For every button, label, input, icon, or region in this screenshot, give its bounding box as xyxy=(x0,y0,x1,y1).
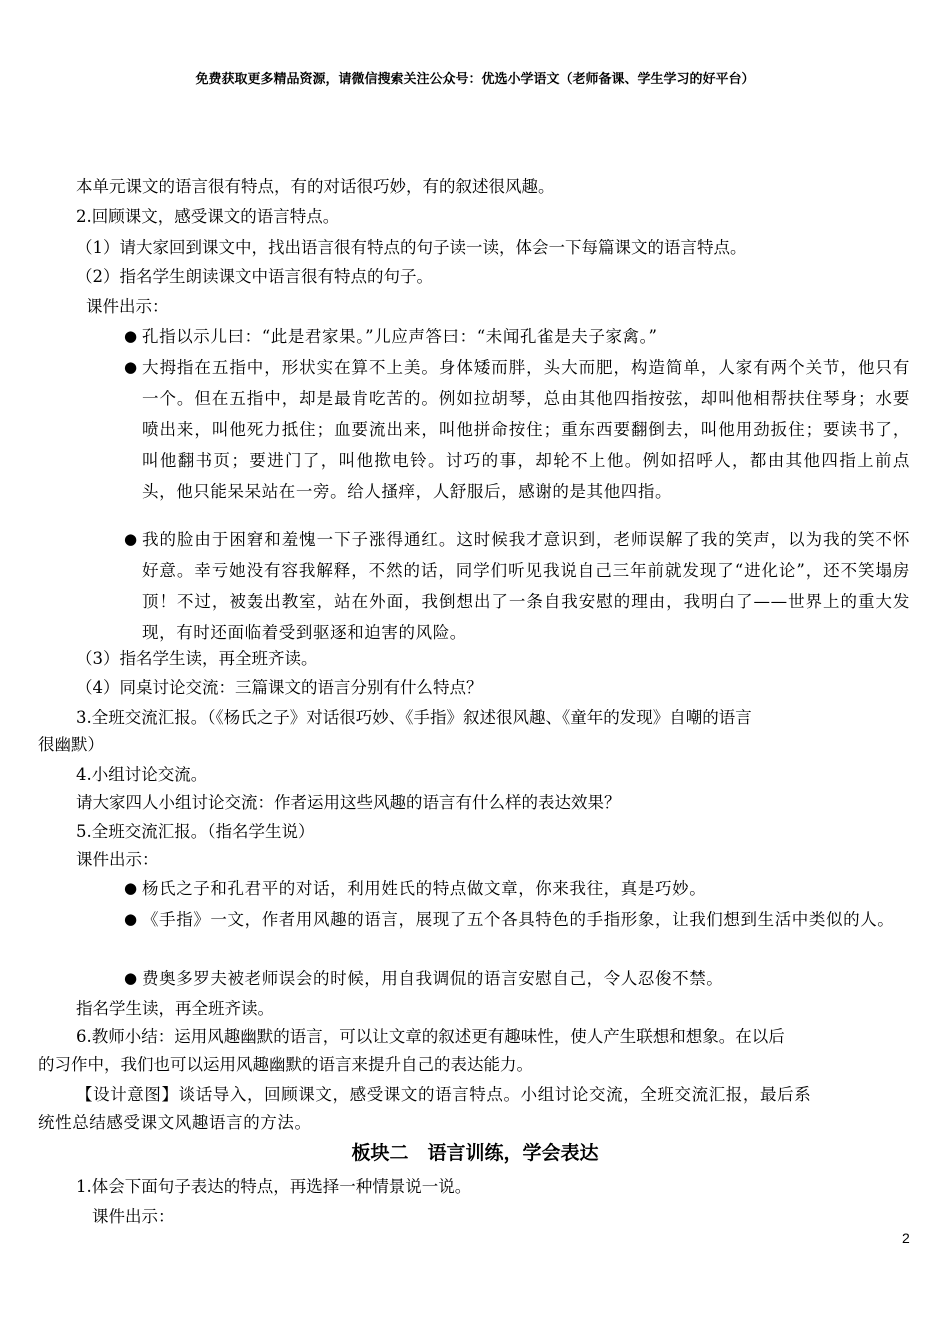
bullet-dot: ● xyxy=(124,327,138,345)
bullet-dot: ● xyxy=(124,530,138,548)
bullet-dot: ● xyxy=(124,910,138,928)
paragraph: 很幽默） xyxy=(38,735,104,754)
bullet-item xyxy=(124,963,910,994)
bullet-text: 费奥多罗夫被老师误会的时候，用自我调侃的语言安慰自己，令人忍俊不禁。 xyxy=(142,969,724,988)
bullet-item xyxy=(124,321,910,352)
bullet-dot: ● xyxy=(124,879,138,897)
paragraph: （2）指名学生朗读课文中语言很有特点的句子。 xyxy=(76,267,433,286)
paragraph: 的习作中，我们也可以运用风趣幽默的语言来提升自己的表达能力。 xyxy=(38,1055,533,1074)
paragraph: 5.全班交流汇报。（指名学生说） xyxy=(76,822,315,841)
bullet-item xyxy=(124,904,910,935)
paragraph: 课件出示： xyxy=(76,850,159,869)
bullet-item xyxy=(124,524,910,648)
bullet-text: 《手指》一文，作者用风趣的语言，展现了五个各具特色的手指形象，让我们想到生活中类似的人。 xyxy=(142,910,895,929)
bullet-text: 杨氏之子和孔君平的对话，利用姓氏的特点做文章，你来我往，真是巧妙。 xyxy=(142,879,707,898)
bullet-item xyxy=(124,352,910,507)
paragraph: 课件出示： xyxy=(92,1207,175,1226)
paragraph: 请大家四人小组讨论交流：作者运用这些风趣的语言有什么样的表达效果？ xyxy=(76,793,621,812)
bullet-text: 我的脸由于困窘和羞愧一下子涨得通红。这时候我才意识到，老师误解了我的笑声，以为我的笑不怀好意。幸亏她没有容我解释，不然的话，同学们听见我说自己三年前就发现了“进化论”，还不笑塌房顶！不过，被轰出教室，站在外面，我倒想出了一条自我安慰的理由，我明白了——世界上的重大发现，有时还面临着受到驱逐和迫害的风险。 xyxy=(142,530,910,642)
bullet-item xyxy=(124,873,910,904)
bullet-dot: ● xyxy=(124,969,138,987)
paragraph: 4.小组讨论交流。 xyxy=(76,765,208,784)
paragraph: 指名学生读，再全班齐读。 xyxy=(76,999,274,1018)
page-header: 免费获取更多精品资源，请微信搜索关注公众号：优选小学语文（老师备课、学生学习的好平台） xyxy=(195,72,755,87)
section-heading: 板块二 语言训练，学会表达 xyxy=(351,1142,599,1164)
paragraph: 1.体会下面句子表达的特点，再选择一种情景说一说。 xyxy=(76,1177,472,1196)
paragraph: 6.教师小结：运用风趣幽默的语言，可以让文章的叙述更有趣味性，使人产生联想和想象。在以后 xyxy=(76,1027,785,1046)
paragraph: 课件出示： xyxy=(86,297,169,316)
bullet-dot: ● xyxy=(124,358,138,376)
paragraph: （1）请大家回到课文中，找出语言很有特点的句子读一读，体会一下每篇课文的语言特点。 xyxy=(76,238,747,257)
bullet-text: 大拇指在五指中，形状实在算不上美。身体矮而胖，头大而肥，构造简单，人家有两个关节，他只有一个。但在五指中，却是最肯吃苦的。例如拉胡琴，总由其他四指按弦，却叫他相帮扶住琴身；水要喷出来，叫他死力抵住；血要流出来，叫他拼命按住；重东西要翻倒去，叫他用劲扳住；要读书了，叫他翻书页；要进门了，叫他揿电铃。讨巧的事，却轮不上他。例如招呼人，都由其他四指上前点头，他只能呆呆站在一旁。给人搔痒，人舒服后，感谢的是其他四指。 xyxy=(142,358,910,501)
design-intent-paragraph: 【设计意图】谈话导入，回顾课文，感受课文的语言特点。小组讨论交流，全班交流汇报，最后系 xyxy=(76,1085,812,1104)
paragraph: （3）指名学生读，再全班齐读。 xyxy=(76,649,318,668)
bullet-text: 孔指以示儿曰：“此是君家果。”儿应声答曰：“未闻孔雀是夫子家禽。” xyxy=(142,327,658,346)
paragraph: 2.回顾课文，感受课文的语言特点。 xyxy=(76,207,340,226)
paragraph: 3.全班交流汇报。（《杨氏之子》对话很巧妙、《手指》叙述很风趣、《童年的发现》自嘲的语言 xyxy=(76,708,752,727)
paragraph: 本单元课文的语言很有特点，有的对话很巧妙，有的叙述很风趣。 xyxy=(76,177,555,196)
design-intent-paragraph: 统性总结感受课文风趣语言的方法。 xyxy=(38,1113,312,1132)
paragraph: （4）同桌讨论交流：三篇课文的语言分别有什么特点？ xyxy=(76,678,483,697)
page-number: 2 xyxy=(902,1230,910,1246)
